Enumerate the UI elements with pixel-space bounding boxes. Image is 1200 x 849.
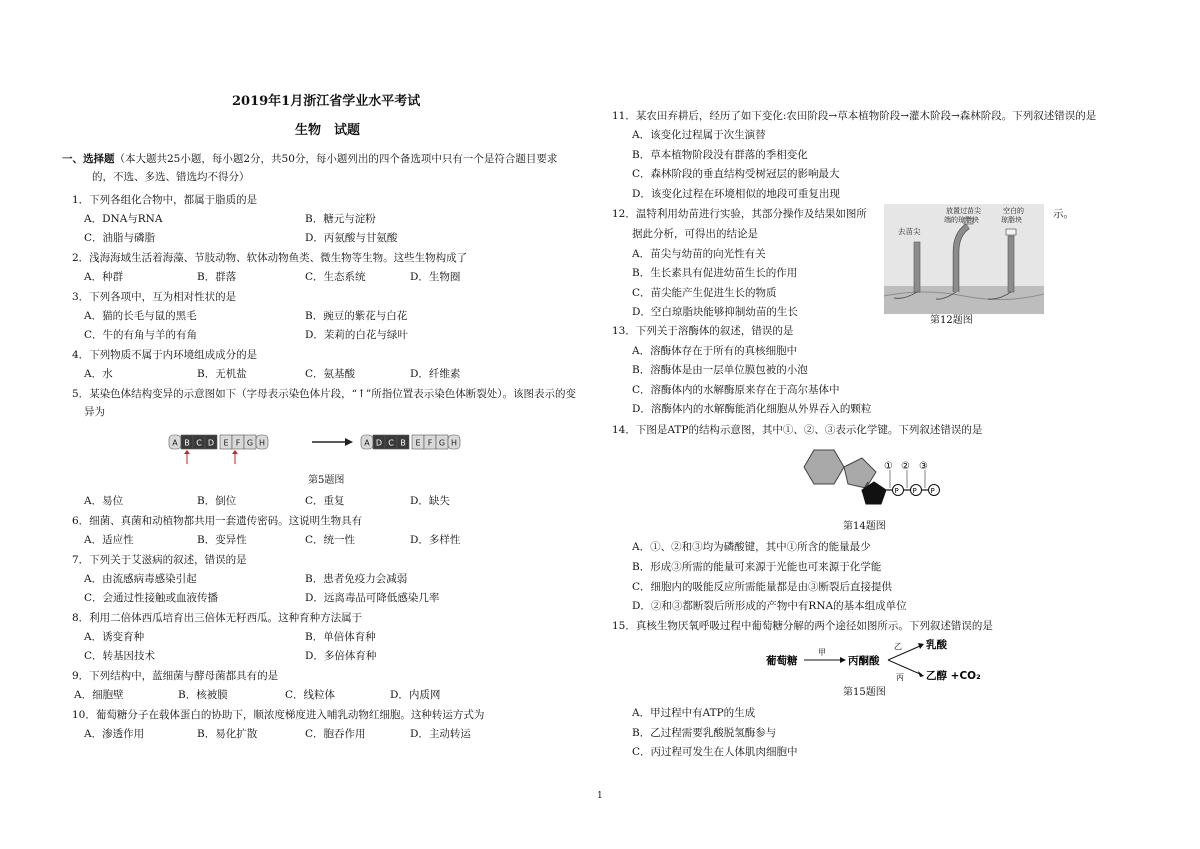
q12-option-d[interactable]: D．空白琼脂块能够抑制幼苗的生长	[632, 306, 798, 318]
q7-option-c[interactable]: C．会通过性接触或血液传播	[84, 592, 219, 604]
q15-option-a[interactable]: A．甲过程中有ATP的生成	[632, 707, 756, 719]
q14-option-a[interactable]: A．①、②和③均为磷酸键，其中①所含的能量最少	[632, 541, 871, 553]
arrow-yi-shaft	[888, 646, 920, 660]
chromosome-segment-label: E	[223, 438, 229, 448]
section-heading-line	[62, 152, 557, 166]
q15-option-b[interactable]: B．乙过程需要乳酸脱氢酶参与	[632, 727, 777, 739]
q10-option-b[interactable]: B．易化扩散	[197, 728, 258, 740]
q2-option-d[interactable]: D．生物圈	[410, 271, 461, 283]
q3-option-b[interactable]: B．豌豆的紫花与白花	[305, 310, 408, 322]
q13-option-d[interactable]: D．溶酶体内的水解酶能消化细胞从外界吞入的颗粒	[632, 403, 872, 415]
section-heading: 一、选择题	[62, 153, 115, 165]
q10-option-c[interactable]: C．胞吞作用	[305, 728, 366, 740]
page-number: 1	[597, 791, 603, 801]
chromosome-segment-label: B	[400, 438, 406, 448]
q5-chromosome-figure	[167, 430, 497, 468]
q11-stem: 11．某农田弃耕后，经历了如下变化:农田阶段→草本植物阶段→灌木阶段→森林阶段。下列叙述错误的是	[612, 110, 1097, 122]
label-blank-agar-1: 空白的	[1003, 207, 1024, 215]
chromosome-before	[169, 435, 268, 449]
q8-option-d[interactable]: D．多倍体育种	[305, 650, 377, 662]
q2-stem: 2．浅海海域生活着海藻、节肢动物、软体动物鱼类、微生物等生物。这些生物构成了	[72, 252, 468, 264]
adenine-hexagon	[804, 450, 844, 484]
q6-option-b[interactable]: B．变异性	[197, 534, 247, 546]
q5-option-c[interactable]: C．重复	[305, 495, 345, 507]
phosphate-1-label: P	[894, 487, 899, 495]
q3-option-a[interactable]: A．猫的长毛与鼠的黑毛	[84, 310, 197, 322]
chromosome-segment-label: D	[207, 438, 215, 448]
q12-option-c[interactable]: C．苗尖能产生促进生长的物质	[632, 287, 777, 299]
q12-seedling-figure	[884, 204, 1044, 314]
soil-layer	[884, 286, 1044, 314]
q9-stem: 9．下列结构中，蓝细菌与酵母菌都具有的是	[72, 670, 279, 682]
process-jia-label: 甲	[818, 648, 826, 657]
chromosome-segment-label: D	[375, 438, 383, 448]
chromosome-segment-label: E	[415, 438, 421, 448]
q3-stem: 3．下列各项中，互为相对性状的是	[72, 291, 237, 303]
label-remove-tip: 去苗尖	[898, 227, 921, 236]
q14-option-d[interactable]: D．②和③都断裂后所形成的产物中有RNA的基本组成单位	[632, 600, 907, 612]
chromosome-segment-label: A	[364, 438, 370, 448]
q1-option-c[interactable]: C．油脂与磷脂	[84, 232, 156, 244]
section-instructions-2: 的，不选、多选、错选均不得分）	[92, 171, 250, 183]
q10-stem: 10．葡萄糖分子在载体蛋白的协助下，顺浓度梯度进入哺乳动物红细胞。这种转运方式为	[72, 709, 485, 721]
q5-option-a[interactable]: A．易位	[84, 495, 124, 507]
q13-option-c[interactable]: C．溶酶体内的水解酶原来存在于高尔基体中	[632, 384, 840, 396]
q5-stem-line2: 异为	[84, 406, 105, 418]
q1-option-d[interactable]: D．丙氨酸与甘氨酸	[305, 232, 398, 244]
q3-option-d[interactable]: D．茉莉的白花与绿叶	[305, 329, 408, 341]
q7-stem: 7．下列关于艾滋病的叙述，错误的是	[72, 554, 247, 566]
label-blank-agar-2: 琼脂块	[1001, 216, 1022, 224]
q4-option-d[interactable]: D．纤维素	[410, 368, 461, 380]
bond-label-2: ②	[901, 461, 910, 472]
q10-option-a[interactable]: A．渗透作用	[84, 728, 145, 740]
q8-option-c[interactable]: C．转基因技术	[84, 650, 156, 662]
chromosome-segment-label: G	[246, 438, 254, 448]
q2-option-a[interactable]: A．种群	[84, 271, 124, 283]
q13-option-a[interactable]: A．溶酶体存在于所有的真核细胞中	[632, 345, 798, 357]
ethanol-label: 乙醇 +CO₂	[926, 670, 981, 682]
q6-option-d[interactable]: D．多样性	[410, 534, 461, 546]
q5-option-d[interactable]: D．缺失	[410, 495, 450, 507]
chromosome-segment-label: H	[258, 438, 266, 448]
label-treated-agar-1: 放置过苗尖	[946, 207, 981, 215]
arrow-bing-shaft	[888, 660, 920, 674]
break-point-arrow-2	[232, 450, 238, 464]
q7-option-d[interactable]: D．远离毒品可降低感染几率	[305, 592, 440, 604]
q9-option-a[interactable]: A．细胞壁	[74, 689, 124, 701]
phosphate-3-label: P	[930, 487, 935, 495]
chromosome-segment-label: C	[196, 438, 202, 448]
chromosome-segment-label: H	[450, 438, 458, 448]
exam-subtitle: 生物 试题	[295, 123, 361, 138]
q1-option-a[interactable]: A．DNA与RNA	[84, 213, 163, 225]
q11-option-c[interactable]: C．森林阶段的垂直结构受树冠层的影响最大	[632, 168, 840, 180]
chromosome-segment-label: F	[427, 438, 433, 448]
q13-option-b[interactable]: B．溶酶体是由一层单位膜包被的小泡	[632, 364, 808, 376]
phosphate-2-label: P	[912, 487, 917, 495]
q8-option-b[interactable]: B．单倍体育种	[305, 631, 376, 643]
q15-option-c[interactable]: C．丙过程可发生在人体肌肉细胞中	[632, 746, 798, 758]
q3-option-c[interactable]: C．牛的有角与羊的有角	[84, 329, 198, 341]
q14-caption: 第14题图	[843, 521, 886, 532]
q4-option-a[interactable]: A．水	[84, 368, 113, 380]
arrow-head-icon	[345, 438, 353, 446]
q11-option-d[interactable]: D．该变化过程在环境相似的地段可重复出现	[632, 188, 840, 200]
agar-block-blank	[1006, 229, 1016, 235]
q15-caption: 第15题图	[843, 687, 886, 698]
q9-option-d[interactable]: D．内质网	[390, 689, 441, 701]
chromosome-after	[361, 435, 460, 449]
q10-option-d[interactable]: D．主动转运	[410, 728, 471, 740]
q12-caption: 第12题图	[930, 315, 973, 326]
label-treated-agar-2: 端的琼脂块	[944, 216, 979, 224]
q7-option-b[interactable]: B．患者免疫力会减弱	[305, 573, 408, 585]
q4-stem: 4．下列物质不属于内环境组成成分的是	[72, 349, 258, 361]
q1-stem: 1．下列各组化合物中，都属于脂质的是	[72, 194, 258, 206]
chromosome-segment-label: C	[388, 438, 394, 448]
q14-stem: 14．下图是ATP的结构示意图，其中①、②、③表示化学键。下列叙述错误的是	[612, 424, 983, 436]
process-bing-label: 丙	[896, 673, 904, 682]
q15-stem: 15．真核生物厌氧呼吸过程中葡萄糖分解的两个途径如图所示。下列叙述错误的是	[612, 620, 993, 632]
q4-option-c[interactable]: C．氨基酸	[305, 368, 356, 380]
q8-stem: 8．利用二倍体西瓜培育出三倍体无籽西瓜。这种育种方法属于	[72, 612, 363, 624]
q14-atp-figure	[790, 444, 950, 519]
chromosome-segment-label: B	[184, 438, 190, 448]
q15-pathway-figure	[764, 636, 994, 684]
lactate-label: 乳酸	[926, 639, 947, 651]
chromosome-segment-label: G	[438, 438, 446, 448]
q6-option-a[interactable]: A．适应性	[84, 534, 134, 546]
q7-option-a[interactable]: A．由流感病毒感染引起	[84, 573, 197, 585]
q8-option-a[interactable]: A．诱变育种	[84, 631, 145, 643]
q11-option-a[interactable]: A．该变化过程属于次生演替	[632, 129, 766, 141]
q12-option-b[interactable]: B．生长素具有促进幼苗生长的作用	[632, 267, 798, 279]
exam-title: 2019年1月浙江省学业水平考试	[232, 94, 421, 109]
q11-option-b[interactable]: B．草本植物阶段没有群落的季相变化	[632, 149, 808, 161]
process-yi-label: 乙	[894, 642, 902, 651]
break-point-arrow-1	[184, 450, 190, 464]
q14-option-c[interactable]: C．细胞内的吸能反应所需能量都是由③断裂后直接提供	[632, 581, 893, 593]
q12-stem-line1-end: 示。	[1053, 208, 1074, 220]
q5-option-b[interactable]: B．倒位	[197, 495, 237, 507]
chromosome-segment-label: A	[172, 438, 178, 448]
q5-caption: 第5题图	[308, 475, 345, 486]
bond-label-1: ①	[884, 461, 893, 472]
section-instructions-1: （本大题共25小题，每小题2分，共50分，每小题列出的四个备选项中只有一个是符合题目要求	[114, 153, 558, 165]
q12-stem-line2: 据此分析，可得出的结论是	[632, 228, 758, 240]
q6-option-c[interactable]: C．统一性	[305, 534, 356, 546]
chromosome-segment-label: F	[235, 438, 241, 448]
arrow-jia-head-icon	[840, 657, 846, 663]
q1-option-b[interactable]: B．糖元与淀粉	[305, 213, 376, 225]
q9-option-b[interactable]: B．核被膜	[178, 689, 228, 701]
q9-option-c[interactable]: C．线粒体	[285, 689, 336, 701]
pyruvate-label: 丙酮酸	[848, 655, 880, 667]
q2-option-c[interactable]: C．生态系统	[305, 271, 366, 283]
q5-stem-line1: 5．某染色体结构变异的示意图如下（字母表示染色体片段，“↑”所指位置表示染色体断裂处）。该图表示的变	[72, 388, 576, 400]
q2-option-b[interactable]: B．群落	[197, 271, 237, 283]
q4-option-b[interactable]: B．无机盐	[197, 368, 247, 380]
q6-stem: 6．细菌、真菌和动植物都共用一套遗传密码。这说明生物具有	[72, 515, 363, 527]
q14-option-b[interactable]: B．形成③所需的能量可来源于光能也可来源于化学能	[632, 561, 882, 573]
q12-option-a[interactable]: A．苗尖与幼苗的向光性有关	[632, 248, 766, 260]
glucose-label: 葡萄糖	[766, 655, 798, 667]
q13-stem: 13．下列关于溶酶体的叙述，错误的是	[612, 325, 794, 337]
bond-label-3: ③	[919, 461, 928, 472]
q12-stem-line1: 12．温特利用幼苗进行实验，其部分操作及结果如图所	[612, 208, 867, 220]
